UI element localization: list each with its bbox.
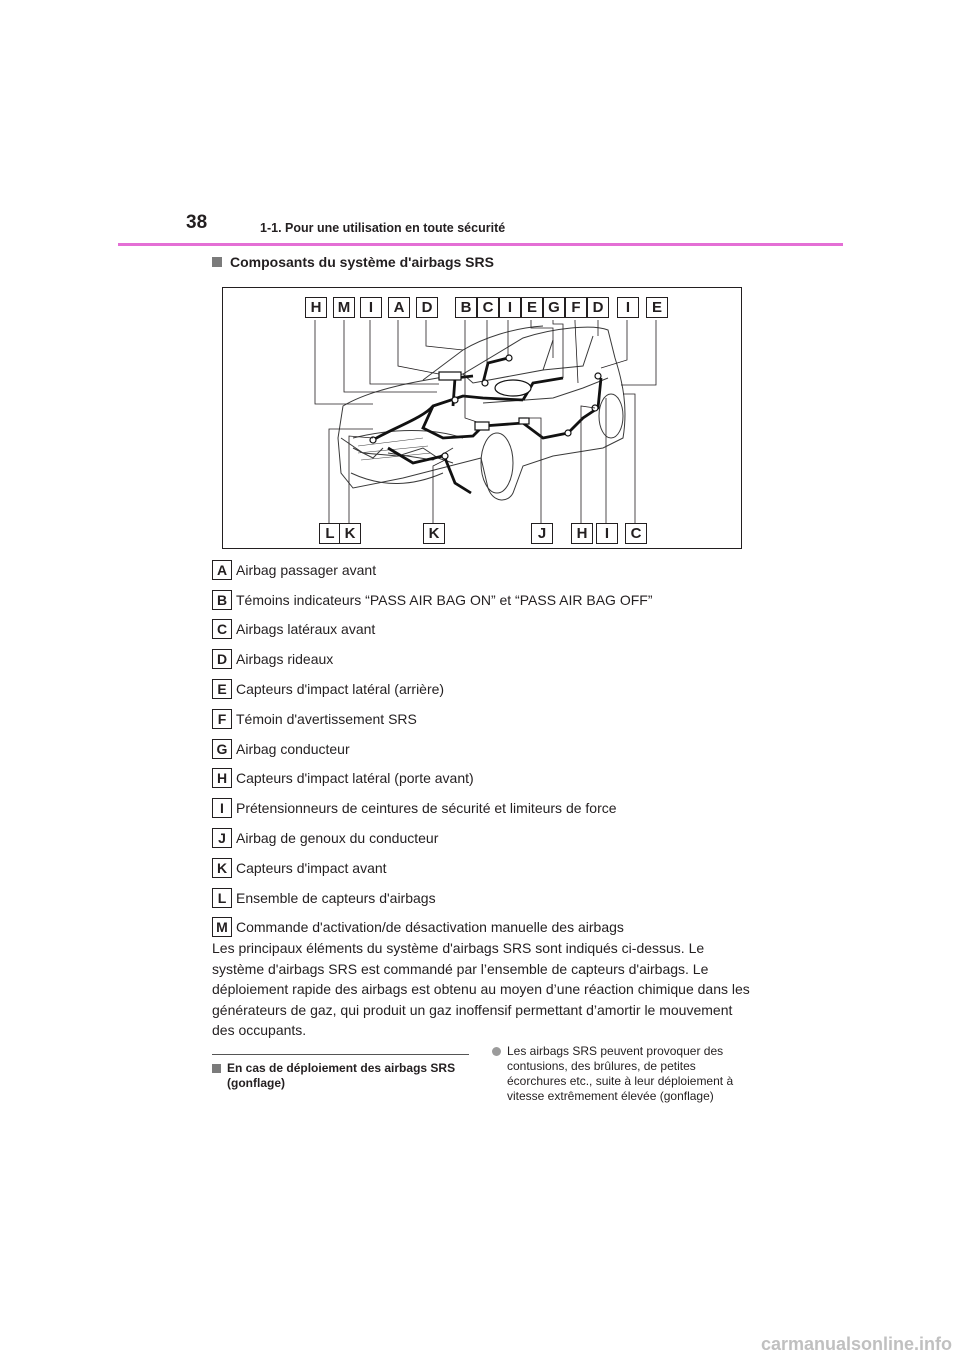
note-text: [492, 1044, 752, 1104]
legend-key: K: [212, 858, 232, 878]
legend-text: Commande d'activation/de désactivation manuelle des airbags: [236, 919, 624, 936]
vehicle-illustration: [223, 288, 741, 548]
legend-text: Témoins indicateurs “PASS AIR BAG ON” et “PASS AIR BAG OFF”: [236, 591, 653, 608]
legend-key: D: [212, 649, 232, 669]
legend-text: Capteurs d'impact latéral (porte avant): [236, 770, 474, 787]
legend-key: M: [212, 917, 232, 937]
legend-text: Capteurs d'impact latéral (arrière): [236, 681, 445, 698]
legend-item: [212, 674, 752, 704]
legend-item: [212, 585, 752, 615]
callout-label: B: [455, 297, 477, 318]
legend-text: Capteurs d'impact avant: [236, 859, 387, 876]
legend-text: Témoin d'avertissement SRS: [236, 710, 417, 727]
legend-key: G: [212, 739, 232, 759]
square-bullet-icon: [212, 1064, 221, 1073]
square-bullet-icon: [212, 257, 222, 267]
callout-label: K: [423, 523, 445, 544]
legend-key: E: [212, 679, 232, 699]
legend-key: B: [212, 590, 232, 610]
callout-label: M: [333, 297, 355, 318]
note-body-text: Les airbags SRS peuvent provoquer des contusions, des brûlures, de petites écorchures etc., suite à leur déploiement à vitesse extrêmement élevée (gonflage): [507, 1044, 734, 1103]
legend-list: [212, 555, 752, 942]
legend-item: [212, 764, 752, 794]
legend-text: Ensemble de capteurs d'airbags: [236, 889, 436, 906]
legend-item: [212, 853, 752, 883]
callout-label: H: [571, 523, 593, 544]
legend-item: [212, 615, 752, 645]
note-title-text: En cas de déploiement des airbags SRS (gonflage): [227, 1061, 456, 1090]
callout-label: G: [543, 297, 565, 318]
callout-label: I: [617, 297, 639, 318]
legend-text: Prétensionneurs de ceintures de sécurité et limiteurs de force: [236, 800, 617, 817]
callout-label: C: [625, 523, 647, 544]
callout-label: I: [596, 523, 618, 544]
callout-label: I: [360, 297, 382, 318]
callout-label: C: [477, 297, 499, 318]
callout-label: D: [416, 297, 438, 318]
legend-item: [212, 644, 752, 674]
callout-label: E: [646, 297, 668, 318]
watermark: carmanualsonline.info: [760, 1334, 952, 1354]
legend-item: [212, 823, 752, 853]
callout-label: J: [531, 523, 553, 544]
airbag-diagram: [222, 287, 742, 549]
callout-label: F: [565, 297, 587, 318]
callout-label: L: [319, 523, 341, 544]
legend-item: [212, 883, 752, 913]
heading-text: Composants du système d'airbags SRS: [230, 254, 494, 270]
legend-key: C: [212, 619, 232, 639]
legend-key: L: [212, 888, 232, 908]
legend-item: [212, 734, 752, 764]
legend-item: [212, 793, 752, 823]
legend-key: I: [212, 798, 232, 818]
legend-text: Airbags rideaux: [236, 651, 334, 668]
legend-key: H: [212, 768, 232, 788]
page-number: 38: [186, 212, 208, 233]
section-title: 1-1. Pour une utilisation en toute sécurité: [260, 221, 506, 235]
note-title: [212, 1061, 472, 1091]
legend-text: Airbag de genoux du conducteur: [236, 830, 439, 847]
legend-key: J: [212, 828, 232, 848]
header-rule: [118, 243, 843, 246]
callout-label: I: [499, 297, 521, 318]
legend-item: [212, 704, 752, 734]
legend-text: Airbags latéraux avant: [236, 621, 376, 638]
section-heading: [212, 254, 494, 270]
callout-label: E: [521, 297, 543, 318]
legend-key: A: [212, 560, 232, 580]
callout-label: A: [388, 297, 410, 318]
body-paragraph: Les principaux éléments du système d'airbags SRS sont indiqués ci-dessus. Le système d'airbags SRS est commandé par l’ensemble de capteurs d'airbags. Le déploiement rapide des airbags est obtenu au moyen d’une réaction chimique dans les générateurs de gaz, qui produit un gaz inoffensif permettant d’amortir le mouvement des occupants.: [212, 940, 750, 1038]
callout-label: D: [587, 297, 609, 318]
callout-label: H: [305, 297, 327, 318]
legend-text: Airbag conducteur: [236, 740, 350, 757]
note-rule: [212, 1054, 469, 1055]
callout-label: K: [339, 523, 361, 544]
legend-item: [212, 555, 752, 585]
legend-text: Airbag passager avant: [236, 561, 377, 578]
legend-key: F: [212, 709, 232, 729]
circle-bullet-icon: [492, 1047, 501, 1056]
